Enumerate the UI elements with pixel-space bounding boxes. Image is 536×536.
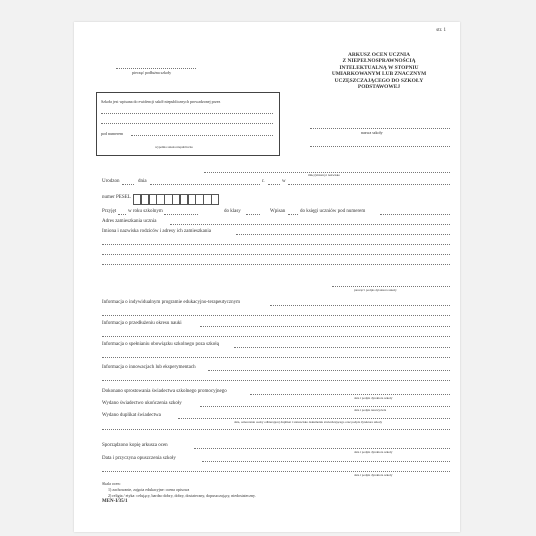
- document-title: [304, 52, 454, 90]
- leave-caption: data i podpis dyrektora szkoły: [354, 473, 393, 477]
- director-signature-line: [332, 286, 450, 287]
- document-page: [74, 22, 460, 532]
- birth-r-label: r.: [262, 179, 265, 184]
- birth-suffix-field[interactable]: [122, 184, 134, 185]
- school-name-line: [310, 128, 450, 129]
- parents-field-2[interactable]: [102, 244, 450, 245]
- stamp-caption: pieczęć podłużna szkoły: [132, 70, 172, 75]
- duplicate-field-2[interactable]: [102, 429, 450, 430]
- admission-year-field[interactable]: [164, 214, 198, 215]
- certificate-update-field[interactable]: [250, 394, 450, 395]
- pesel-cell[interactable]: [211, 194, 219, 205]
- admission-class-label: do klasy: [224, 209, 241, 214]
- pesel-label: numer PESEL: [102, 195, 131, 200]
- admission-class-field[interactable]: [246, 214, 260, 215]
- registration-number-label: pod numerem: [101, 131, 124, 136]
- scale-item: 1) zachowanie, zajęcia edukacyjne: ocena opisowa: [108, 487, 190, 492]
- parents-label: Imiona i nazwiska rodziców i adresy ich zamieszkania: [102, 229, 211, 234]
- leave-field[interactable]: [202, 461, 450, 462]
- leave-label: Data i przyczyna opuszczenia szkoły: [102, 456, 176, 461]
- registration-line: [101, 123, 273, 124]
- birth-day-label: dnia: [138, 179, 147, 184]
- info-program-label: Informacja o indywidualnym programie edukacyjno-terapeutycznym: [102, 300, 241, 305]
- registration-line: [101, 113, 273, 114]
- birth-date-field[interactable]: [150, 184, 260, 185]
- registration-box: [96, 92, 280, 156]
- info-obligation-field-2[interactable]: [102, 357, 450, 358]
- certificate-update-caption: data i podpis dyrektora szkoły: [354, 396, 393, 400]
- registration-caption: wypełnia szkoła niepubliczna: [155, 145, 193, 149]
- parents-field-4[interactable]: [102, 264, 450, 265]
- parents-field-3[interactable]: [102, 254, 450, 255]
- student-name-caption: imię (imiona) i nazwisko: [308, 173, 340, 177]
- leave-field-2[interactable]: [102, 471, 450, 472]
- certificate-update-label: Dokonano sprostowania świadectwa szkolnego promocyjnego: [102, 389, 227, 394]
- admission-label: Przyjęt: [102, 209, 117, 214]
- title-line: INTELEKTUALNĄ W STOPNIU: [339, 64, 419, 71]
- school-name-line-2: [310, 146, 450, 147]
- info-mode-label: Informacja o przedłużeniu okresu nauki: [102, 321, 182, 326]
- copy-caption: data i podpis dyrektora szkoły: [354, 450, 393, 454]
- scale-item: 2) religia / etyka: celujący, bardzo dobry, dobry, dostateczny, dopuszczający, niedostateczny.: [108, 493, 256, 498]
- scale-title: Skala ocen:: [102, 481, 121, 486]
- address-field[interactable]: [170, 224, 450, 225]
- duplicate-caption: data, oznaczenie osoby odbierającej duplikat i stanowisko dokumentu stwierdzającego oraz podpis dyrektora szkoły: [234, 420, 383, 424]
- address-label: Adres zamieszkania ucznia: [102, 219, 157, 224]
- info-innovation-field-2[interactable]: [102, 380, 450, 381]
- form-code: MEN-I/35/1: [102, 499, 128, 504]
- admission-year-label: w roku szkolnym: [128, 209, 163, 214]
- stamp-line: [116, 68, 196, 69]
- director-caption: pieczęć i podpis dyrektora szkoły: [354, 288, 397, 292]
- page-number: str. 1: [436, 28, 446, 33]
- admission-entry-label: Wpisan: [270, 209, 286, 214]
- title-line: UMIARKOWANYM LUB ZNACZNYM: [331, 71, 427, 78]
- duplicate-field[interactable]: [178, 418, 450, 419]
- admission-entry-field[interactable]: [288, 214, 298, 215]
- info-innovation-field[interactable]: [208, 370, 450, 371]
- admission-register-field[interactable]: [380, 214, 450, 215]
- school-name-caption: nazwa szkoły: [361, 130, 383, 135]
- info-program-field[interactable]: [270, 305, 450, 306]
- copy-label: Sporządzono kopię arkusza ocen: [102, 443, 168, 448]
- info-obligation-label: Informacja o spełnianiu obowiązku szkolnego poza szkołą: [102, 342, 219, 347]
- duplicate-label: Wydano duplikat świadectwa: [102, 413, 161, 418]
- title-line: UCZĘSZCZAJĄCEGO DO SZKOŁY: [334, 77, 424, 84]
- info-mode-field[interactable]: [200, 326, 450, 327]
- registration-number-field[interactable]: [131, 135, 273, 136]
- info-innovation-label: Informacja o innowacjach lub eksperymentach: [102, 365, 196, 370]
- birth-w-label: w: [282, 179, 286, 184]
- issued-certificate-label: Wydano świadectwo ukończenia szkoły: [102, 401, 182, 406]
- title-line: Z NIEPEŁNOSPRAWNOŚCIĄ: [342, 58, 416, 65]
- title-line: ARKUSZ OCEN UCZNIA: [347, 52, 410, 58]
- info-program-field-2[interactable]: [102, 315, 450, 316]
- birth-label: Urodzon: [102, 179, 120, 184]
- parents-field[interactable]: [236, 234, 450, 235]
- pesel-boxes[interactable]: [133, 194, 219, 204]
- copy-field[interactable]: [194, 448, 450, 449]
- admission-suffix-field[interactable]: [118, 214, 126, 215]
- admission-register-label: do księgi uczniów pod numerem: [300, 209, 366, 214]
- birth-r-field[interactable]: [268, 184, 280, 185]
- info-obligation-field[interactable]: [234, 347, 450, 348]
- issued-certificate-field[interactable]: [200, 406, 450, 407]
- issued-certificate-caption: data i podpis nauczyciela: [354, 408, 387, 412]
- info-mode-field-2[interactable]: [102, 336, 450, 337]
- birth-place-field[interactable]: [288, 184, 450, 185]
- title-line: PODSTAWOWEJ: [357, 84, 401, 91]
- registration-text: Szkoła jest wpisana do ewidencji szkół niepublicznych prowadzonej przez: [101, 99, 221, 104]
